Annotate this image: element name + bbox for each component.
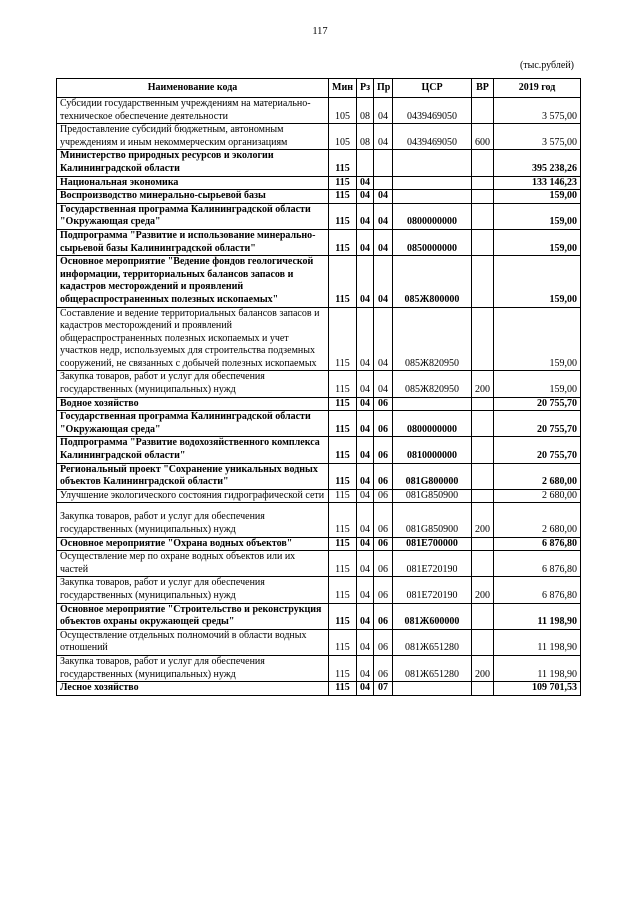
cell-pr: 06 bbox=[374, 629, 393, 655]
cell-vr bbox=[472, 397, 494, 411]
cell-csr bbox=[393, 397, 472, 411]
cell-sum: 11 198,90 bbox=[494, 655, 581, 681]
cell-min: 115 bbox=[329, 176, 357, 190]
cell-min: 115 bbox=[329, 397, 357, 411]
cell-vr bbox=[472, 190, 494, 204]
table-row bbox=[57, 150, 581, 176]
cell-sum: 159,00 bbox=[494, 256, 581, 307]
cell-sum: 20 755,70 bbox=[494, 397, 581, 411]
cell-min: 115 bbox=[329, 503, 357, 537]
header-year: 2019 год bbox=[494, 79, 581, 98]
table-row bbox=[57, 577, 581, 603]
cell-rz: 04 bbox=[357, 603, 374, 629]
cell-pr: 04 bbox=[374, 190, 393, 204]
header-rz: Рз bbox=[357, 79, 374, 98]
cell-pr: 04 bbox=[374, 256, 393, 307]
cell-vr bbox=[472, 463, 494, 489]
table-header-row bbox=[57, 79, 581, 98]
table-row bbox=[57, 307, 581, 371]
cell-vr bbox=[472, 603, 494, 629]
cell-name: Государственная программа Калининградской области "Окружающая среда" bbox=[57, 203, 329, 229]
cell-sum: 395 238,26 bbox=[494, 150, 581, 176]
cell-sum: 2 680,00 bbox=[494, 463, 581, 489]
cell-sum: 3 575,00 bbox=[494, 124, 581, 150]
cell-min: 115 bbox=[329, 411, 357, 437]
cell-rz: 04 bbox=[357, 489, 374, 503]
cell-min: 115 bbox=[329, 203, 357, 229]
page-number: 117 bbox=[312, 26, 328, 37]
cell-name: Субсидии государственным учреждениям на материально-техническое обеспечение деятельности bbox=[57, 98, 329, 124]
cell-csr: 0810000000 bbox=[393, 437, 472, 463]
cell-pr: 04 bbox=[374, 371, 393, 397]
cell-vr bbox=[472, 229, 494, 255]
table-row bbox=[57, 463, 581, 489]
table-row bbox=[57, 397, 581, 411]
cell-pr: 06 bbox=[374, 577, 393, 603]
cell-sum: 11 198,90 bbox=[494, 629, 581, 655]
cell-pr bbox=[374, 176, 393, 190]
units-label: (тыс.рублей) bbox=[519, 60, 574, 71]
cell-name: Закупка товаров, работ и услуг для обеспечения государственных (муниципальных) нужд bbox=[57, 371, 329, 397]
cell-name: Осуществление мер по охране водных объектов или их частей bbox=[57, 551, 329, 577]
cell-rz: 04 bbox=[357, 503, 374, 537]
cell-csr: 081E700000 bbox=[393, 537, 472, 551]
cell-sum: 2 680,00 bbox=[494, 489, 581, 503]
cell-rz: 04 bbox=[357, 190, 374, 204]
cell-min: 115 bbox=[329, 577, 357, 603]
cell-rz: 04 bbox=[357, 629, 374, 655]
cell-pr: 06 bbox=[374, 463, 393, 489]
cell-name: Предоставление субсидий бюджетным, автономным учреждениям и иным некоммерческим организациям bbox=[57, 124, 329, 150]
cell-name: Лесное хозяйство bbox=[57, 682, 329, 696]
cell-rz: 04 bbox=[357, 551, 374, 577]
cell-name: Государственная программа Калининградской области "Окружающая среда" bbox=[57, 411, 329, 437]
cell-vr: 600 bbox=[472, 124, 494, 150]
cell-name: Закупка товаров, работ и услуг для обеспечения государственных (муниципальных) нужд bbox=[57, 577, 329, 603]
table-row bbox=[57, 371, 581, 397]
cell-min: 115 bbox=[329, 371, 357, 397]
table-row bbox=[57, 190, 581, 204]
cell-min: 115 bbox=[329, 537, 357, 551]
cell-min: 115 bbox=[329, 629, 357, 655]
cell-pr: 06 bbox=[374, 437, 393, 463]
cell-vr bbox=[472, 176, 494, 190]
cell-sum: 20 755,70 bbox=[494, 437, 581, 463]
cell-csr: 081G850900 bbox=[393, 503, 472, 537]
cell-sum: 3 575,00 bbox=[494, 98, 581, 124]
cell-sum: 159,00 bbox=[494, 229, 581, 255]
table-row bbox=[57, 655, 581, 681]
table-row bbox=[57, 629, 581, 655]
cell-name: Закупка товаров, работ и услуг для обеспечения государственных (муниципальных) нужд bbox=[57, 503, 329, 537]
cell-vr bbox=[472, 437, 494, 463]
cell-csr bbox=[393, 176, 472, 190]
cell-sum: 159,00 bbox=[494, 371, 581, 397]
cell-name: Региональный проект "Сохранение уникальных водных объектов Калининградской области" bbox=[57, 463, 329, 489]
cell-rz bbox=[357, 150, 374, 176]
cell-pr: 06 bbox=[374, 397, 393, 411]
cell-min: 115 bbox=[329, 256, 357, 307]
cell-pr: 04 bbox=[374, 98, 393, 124]
cell-csr: 0800000000 bbox=[393, 203, 472, 229]
cell-pr: 04 bbox=[374, 203, 393, 229]
cell-pr: 06 bbox=[374, 655, 393, 681]
cell-min: 115 bbox=[329, 551, 357, 577]
cell-sum: 159,00 bbox=[494, 190, 581, 204]
cell-csr: 0439469050 bbox=[393, 98, 472, 124]
cell-csr: 081Ж651280 bbox=[393, 629, 472, 655]
cell-csr: 081G850900 bbox=[393, 489, 472, 503]
cell-rz: 08 bbox=[357, 98, 374, 124]
cell-csr: 085Ж820950 bbox=[393, 371, 472, 397]
cell-pr: 06 bbox=[374, 551, 393, 577]
cell-vr bbox=[472, 307, 494, 371]
budget-table bbox=[56, 78, 581, 696]
cell-rz: 04 bbox=[357, 463, 374, 489]
cell-vr bbox=[472, 489, 494, 503]
table-row bbox=[57, 603, 581, 629]
cell-name: Подпрограмма "Развитие водохозяйственного комплекса Калининградской области" bbox=[57, 437, 329, 463]
cell-vr bbox=[472, 411, 494, 437]
cell-vr: 200 bbox=[472, 577, 494, 603]
table-row bbox=[57, 229, 581, 255]
cell-rz: 04 bbox=[357, 397, 374, 411]
cell-name: Улучшение экологического состояния гидрографической сети bbox=[57, 489, 329, 503]
table-row bbox=[57, 411, 581, 437]
cell-rz: 04 bbox=[357, 203, 374, 229]
cell-name: Составление и ведение территориальных балансов запасов и кадастров месторождений и проявлений общераспространенных полезных ископаемых и учет участков недр, используемых для строительства подземных сооружений, не связанных с добычей полезных ископаемых bbox=[57, 307, 329, 371]
cell-sum: 6 876,80 bbox=[494, 577, 581, 603]
cell-sum: 6 876,80 bbox=[494, 551, 581, 577]
cell-name: Осуществление отдельных полномочий в области водных отношений bbox=[57, 629, 329, 655]
cell-vr: 200 bbox=[472, 655, 494, 681]
cell-sum: 109 701,53 bbox=[494, 682, 581, 696]
cell-pr: 07 bbox=[374, 682, 393, 696]
cell-min: 105 bbox=[329, 124, 357, 150]
cell-vr bbox=[472, 551, 494, 577]
cell-rz: 04 bbox=[357, 437, 374, 463]
table-body bbox=[57, 98, 581, 696]
cell-min: 115 bbox=[329, 190, 357, 204]
cell-pr: 06 bbox=[374, 489, 393, 503]
cell-csr: 081Ж600000 bbox=[393, 603, 472, 629]
cell-rz: 04 bbox=[357, 256, 374, 307]
cell-pr: 06 bbox=[374, 603, 393, 629]
table-row bbox=[57, 551, 581, 577]
cell-vr bbox=[472, 98, 494, 124]
cell-vr bbox=[472, 629, 494, 655]
cell-name: Основное мероприятие "Ведение фондов геологической информации, территориальных балансов запасов и кадастров месторождений и проявлений общераспространенных полезных ископаемых" bbox=[57, 256, 329, 307]
cell-name: Водное хозяйство bbox=[57, 397, 329, 411]
cell-name: Подпрограмма "Развитие и использование минерально-сырьевой базы Калининградской области" bbox=[57, 229, 329, 255]
table-row bbox=[57, 537, 581, 551]
cell-pr bbox=[374, 150, 393, 176]
cell-name: Воспроизводство минерально-сырьевой базы bbox=[57, 190, 329, 204]
cell-csr: 081G800000 bbox=[393, 463, 472, 489]
header-csr: ЦСР bbox=[393, 79, 472, 98]
cell-min: 115 bbox=[329, 682, 357, 696]
cell-rz: 04 bbox=[357, 307, 374, 371]
table-row bbox=[57, 682, 581, 696]
table-row bbox=[57, 203, 581, 229]
cell-csr: 081Ж651280 bbox=[393, 655, 472, 681]
cell-csr: 0439469050 bbox=[393, 124, 472, 150]
cell-name: Основное мероприятие "Строительство и реконструкция объектов охраны окружающей среды" bbox=[57, 603, 329, 629]
header-vr: ВР bbox=[472, 79, 494, 98]
cell-vr bbox=[472, 256, 494, 307]
table-row bbox=[57, 98, 581, 124]
table-row bbox=[57, 503, 581, 537]
cell-csr: 081E720190 bbox=[393, 551, 472, 577]
cell-min: 105 bbox=[329, 98, 357, 124]
cell-pr: 04 bbox=[374, 307, 393, 371]
cell-name: Министерство природных ресурсов и экологии Калининградской области bbox=[57, 150, 329, 176]
cell-vr: 200 bbox=[472, 503, 494, 537]
cell-csr: 0850000000 bbox=[393, 229, 472, 255]
cell-min: 115 bbox=[329, 150, 357, 176]
header-pr: Пр bbox=[374, 79, 393, 98]
cell-csr bbox=[393, 682, 472, 696]
table-row bbox=[57, 124, 581, 150]
cell-name: Основное мероприятие "Охрана водных объектов" bbox=[57, 537, 329, 551]
cell-rz: 04 bbox=[357, 411, 374, 437]
cell-vr bbox=[472, 203, 494, 229]
cell-rz: 04 bbox=[357, 537, 374, 551]
cell-vr bbox=[472, 537, 494, 551]
cell-pr: 06 bbox=[374, 411, 393, 437]
cell-rz: 04 bbox=[357, 655, 374, 681]
table-row bbox=[57, 437, 581, 463]
cell-rz: 04 bbox=[357, 176, 374, 190]
table-row bbox=[57, 489, 581, 503]
cell-min: 115 bbox=[329, 655, 357, 681]
cell-rz: 04 bbox=[357, 371, 374, 397]
cell-csr bbox=[393, 190, 472, 204]
cell-min: 115 bbox=[329, 463, 357, 489]
cell-csr: 085Ж820950 bbox=[393, 307, 472, 371]
cell-rz: 04 bbox=[357, 577, 374, 603]
cell-name: Национальная экономика bbox=[57, 176, 329, 190]
cell-rz: 04 bbox=[357, 229, 374, 255]
cell-sum: 6 876,80 bbox=[494, 537, 581, 551]
cell-vr: 200 bbox=[472, 371, 494, 397]
header-min: Мин bbox=[329, 79, 357, 98]
cell-sum: 20 755,70 bbox=[494, 411, 581, 437]
cell-min: 115 bbox=[329, 437, 357, 463]
cell-rz: 04 bbox=[357, 682, 374, 696]
cell-sum: 11 198,90 bbox=[494, 603, 581, 629]
cell-sum: 2 680,00 bbox=[494, 503, 581, 537]
cell-name: Закупка товаров, работ и услуг для обеспечения государственных (муниципальных) нужд bbox=[57, 655, 329, 681]
header-name: Наименование кода bbox=[57, 79, 329, 98]
cell-pr: 06 bbox=[374, 503, 393, 537]
cell-pr: 04 bbox=[374, 229, 393, 255]
cell-sum: 159,00 bbox=[494, 203, 581, 229]
cell-min: 115 bbox=[329, 489, 357, 503]
cell-csr: 0800000000 bbox=[393, 411, 472, 437]
cell-pr: 06 bbox=[374, 537, 393, 551]
cell-pr: 04 bbox=[374, 124, 393, 150]
cell-vr bbox=[472, 150, 494, 176]
cell-min: 115 bbox=[329, 307, 357, 371]
cell-rz: 08 bbox=[357, 124, 374, 150]
table-row bbox=[57, 256, 581, 307]
cell-sum: 159,00 bbox=[494, 307, 581, 371]
cell-sum: 133 146,23 bbox=[494, 176, 581, 190]
cell-csr bbox=[393, 150, 472, 176]
cell-min: 115 bbox=[329, 603, 357, 629]
cell-csr: 085Ж800000 bbox=[393, 256, 472, 307]
table-row bbox=[57, 176, 581, 190]
cell-csr: 081E720190 bbox=[393, 577, 472, 603]
cell-min: 115 bbox=[329, 229, 357, 255]
cell-vr bbox=[472, 682, 494, 696]
